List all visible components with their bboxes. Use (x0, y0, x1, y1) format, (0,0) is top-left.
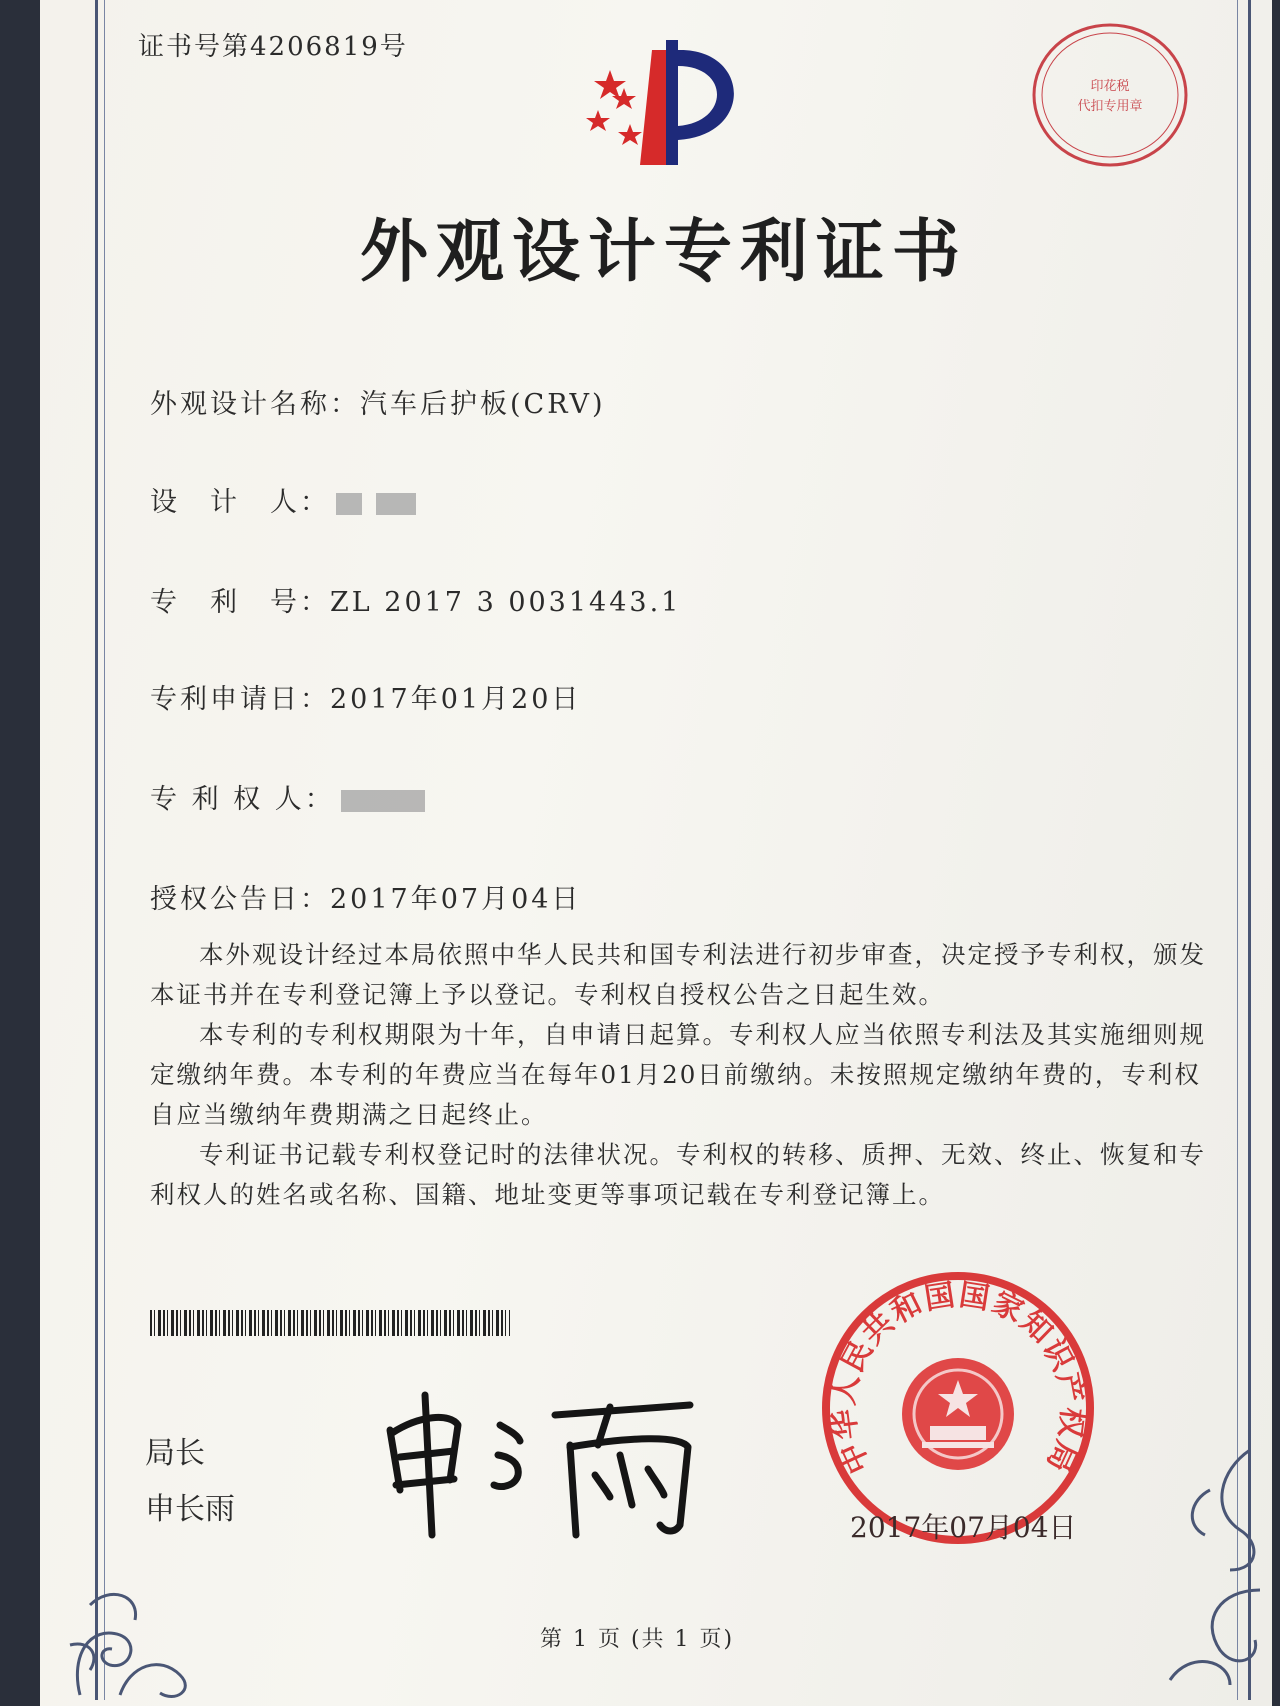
svg-text:中华人民共和国国家知识产权局: 中华人民共和国国家知识产权局 (826, 1277, 1090, 1479)
cnipa-logo-icon (580, 30, 760, 170)
redacted-block (376, 493, 416, 515)
design-name-value: 汽车后护板(CRV) (360, 389, 606, 420)
patent-no-row (150, 580, 681, 619)
svg-text:印花税: 印花税 (1090, 79, 1130, 94)
director-title: 局长 (145, 1436, 205, 1471)
certificate-number: 证书号第4206819号 (138, 32, 408, 62)
redacted-block (341, 790, 425, 812)
designer-label: 设 计 人： (150, 487, 330, 518)
ornament-corner-icon (60, 1545, 230, 1705)
application-date-row (150, 677, 581, 716)
svg-text:代扣专用章: 代扣专用章 (1077, 99, 1143, 114)
page-title: 外观设计专利证书 (360, 213, 969, 292)
patent-no-value: ZL 2017 3 0031443.1 (330, 587, 682, 618)
application-date-label: 专利申请日： (150, 684, 330, 715)
design-name-label: 外观设计名称： (150, 389, 360, 420)
body-paragraph: 专利证书记载专利权登记时的法律状况。专利权的转移、质押、无效、终止、恢复和专利权人的姓名或名称、国籍、地址变更等事项记载在专利登记簿上。 (150, 1140, 1206, 1209)
design-name-row (150, 382, 606, 421)
barcode (150, 1310, 510, 1336)
certificate-body (150, 935, 1210, 1215)
director-name: 申长雨 (145, 1492, 235, 1527)
grant-date-row (150, 877, 581, 916)
ornament-corner-icon (1110, 1430, 1270, 1700)
patent-no-label: 专 利 号： (150, 587, 330, 618)
grant-date-label: 授权公告日： (150, 884, 330, 915)
tax-stamp (1025, 15, 1195, 175)
application-date-value: 2017年01月20日 (330, 684, 582, 715)
body-paragraph: 本外观设计经过本局依照中华人民共和国专利法进行初步审查，决定授予专利权，颁发本证书并在专利登记簿上予以登记。专利权自授权公告之日起生效。 (150, 940, 1206, 1009)
page-footer: 第 1 页 (共 1 页) (540, 1627, 735, 1652)
grant-date-value: 2017年07月04日 (330, 884, 582, 915)
handwritten-signature (370, 1385, 750, 1545)
redacted-block (336, 493, 362, 515)
seal-date: 2017年07月04日 (850, 1511, 1077, 1544)
body-paragraph: 本专利的专利权期限为十年，自申请日起算。专利权人应当依照专利法及其实施细则规定缴纳年费。本专利的年费应当在每年01月20日前缴纳。未按照规定缴纳年费的，专利权自应当缴纳年费期满之日起终止。 (150, 1020, 1206, 1129)
patentee-label: 专 利 权 人： (150, 784, 335, 815)
certificate-document (40, 0, 1272, 1706)
patentee-row (150, 777, 425, 816)
designer-row (150, 480, 416, 519)
